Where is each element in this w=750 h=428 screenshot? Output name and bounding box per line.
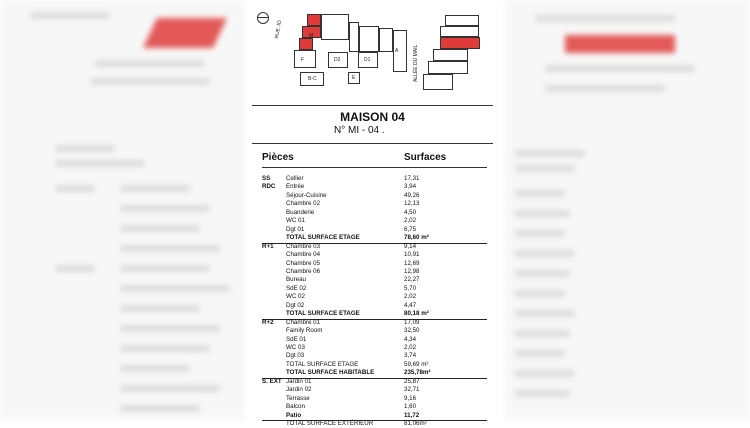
rooms-column-header: Pièces (262, 152, 294, 163)
room-label: Dgt 03 (286, 352, 305, 360)
room-label: Chambre 03 (286, 242, 321, 250)
surface-value: 22,27 (404, 276, 420, 284)
surface-value: 2,02 (404, 344, 417, 351)
surface-value: 12,98 (404, 267, 420, 275)
room-label: TOTAL SURFACE EXTÉRIEUR (286, 420, 374, 428)
room-label: SdE 02 (286, 284, 307, 292)
table-row (262, 395, 487, 403)
surface-value: 2,02 (404, 293, 417, 301)
compass-icon (257, 12, 269, 24)
table-row (262, 361, 487, 369)
divider-top (252, 105, 493, 106)
room-label: Chambre 06 (286, 267, 321, 275)
plan-lot-highlight (307, 14, 321, 26)
room-label: Dgt 01 (286, 225, 305, 233)
surface-value: 81,06m² (404, 420, 427, 428)
room-label: WC 01 (286, 217, 305, 225)
table-row (262, 200, 487, 208)
room-label: Chambre 04 (286, 251, 321, 259)
blurred-background-right (505, 0, 750, 420)
table-row (262, 319, 487, 327)
room-label: Jardin 02 (286, 386, 312, 394)
room-label: Jardin 01 (286, 377, 312, 385)
room-label: Terrasse (286, 394, 310, 402)
section-label: S. EXT (262, 377, 282, 385)
room-label: Family Room (286, 327, 323, 335)
divider-mid (252, 143, 493, 144)
table-row (262, 336, 487, 344)
room-label: Chambre 02 (286, 200, 321, 208)
divider-header (262, 167, 487, 168)
surface-value: 1,60 (404, 403, 417, 411)
section-label: RDC (262, 183, 276, 191)
table-row (262, 251, 487, 259)
surface-value: 3,74 (404, 352, 417, 360)
house-reference: N° MI - 04 . (334, 125, 385, 136)
room-label: Patio (286, 411, 302, 419)
room-label: Chambre 01 (286, 318, 321, 326)
table-row (262, 420, 487, 428)
surface-value: 59,69 m² (404, 360, 429, 368)
room-label: SdE 01 (286, 335, 307, 343)
room-label: TOTAL SURFACE ETAGE (286, 310, 360, 318)
surface-value: 32,50 (404, 327, 420, 335)
room-label: Balcon (286, 403, 305, 411)
plan-label-d1: D1 (364, 57, 371, 63)
site-plan (252, 0, 493, 100)
table-row (262, 183, 487, 191)
room-label: Bureau (286, 276, 306, 284)
table-row (262, 285, 487, 293)
street-label-left: RUE JO (274, 19, 284, 40)
table-row (262, 378, 487, 386)
table-row (262, 302, 487, 310)
section-label: R+1 (262, 242, 274, 250)
table-row (262, 260, 487, 268)
surface-value: 80,18 m² (404, 310, 429, 318)
surface-value: 11,72 (404, 411, 420, 419)
street-label-right: ALLÉE DU MAIL (413, 44, 419, 82)
table-row (262, 276, 487, 284)
surface-value: 3,94 (404, 183, 417, 191)
table-row (262, 344, 487, 352)
table-row (262, 327, 487, 335)
surface-value: 9,14 (404, 242, 417, 250)
table-row (262, 217, 487, 225)
table-row (262, 293, 487, 301)
room-label: Entrée (286, 183, 305, 191)
surface-value: 17,09 (404, 318, 420, 326)
surface-value: 10,91 (404, 251, 420, 259)
room-label: Cellier (286, 175, 304, 182)
table-row (262, 175, 487, 183)
table-row (262, 192, 487, 200)
document-sheet (252, 0, 493, 428)
surface-value: 4,50 (404, 208, 417, 216)
surfaces-column-header: Surfaces (404, 152, 447, 163)
surface-value: 49,26 (404, 191, 420, 199)
room-label: WC 03 (286, 344, 305, 351)
surface-value: 32,71 (404, 386, 420, 394)
surface-value: 235,78m² (404, 369, 431, 377)
table-row (262, 226, 487, 234)
plan-label-m: M (309, 33, 314, 39)
room-label: Buanderie (286, 208, 315, 216)
surface-value: 17,31 (404, 175, 420, 182)
house-title: MAISON 04 (340, 110, 405, 124)
table-row (262, 243, 487, 251)
surface-value: 25,87 (404, 377, 420, 385)
plan-label-f: F (301, 57, 305, 63)
plan-label-bc: B-C (308, 76, 317, 82)
table-row (262, 209, 487, 217)
surface-value: 4,34 (404, 335, 417, 343)
section-label: R+2 (262, 318, 274, 326)
surface-value: 5,70 (404, 284, 417, 292)
table-row (262, 386, 487, 394)
surface-value: 9,16 (404, 394, 417, 402)
surface-value: 6,75 (404, 225, 417, 233)
room-label: Séjour-Cuisine (286, 191, 327, 199)
plan-label-e: E (352, 75, 356, 81)
table-row (262, 268, 487, 276)
surface-value: 78,60 m² (404, 234, 429, 242)
surface-value: 4,47 (404, 301, 417, 309)
room-label: Chambre 05 (286, 259, 321, 267)
surface-value: 12,13 (404, 200, 420, 208)
room-label: TOTAL SURFACE ETAGE (286, 234, 360, 242)
room-label: WC 02 (286, 293, 305, 301)
section-label: SS (262, 175, 271, 182)
blurred-background-left (0, 0, 245, 420)
room-label: TOTAL SURFACE ETAGE (286, 360, 359, 368)
surface-value: 2,02 (404, 217, 417, 225)
plan-label-a: A (395, 48, 399, 54)
table-row (262, 403, 487, 411)
room-label: TOTAL SURFACE HABITABLE (286, 369, 375, 377)
surface-value: 12,69 (404, 259, 420, 267)
room-label: Dgt 02 (286, 301, 305, 309)
table-row (262, 352, 487, 360)
plan-label-d2: D2 (334, 57, 341, 63)
